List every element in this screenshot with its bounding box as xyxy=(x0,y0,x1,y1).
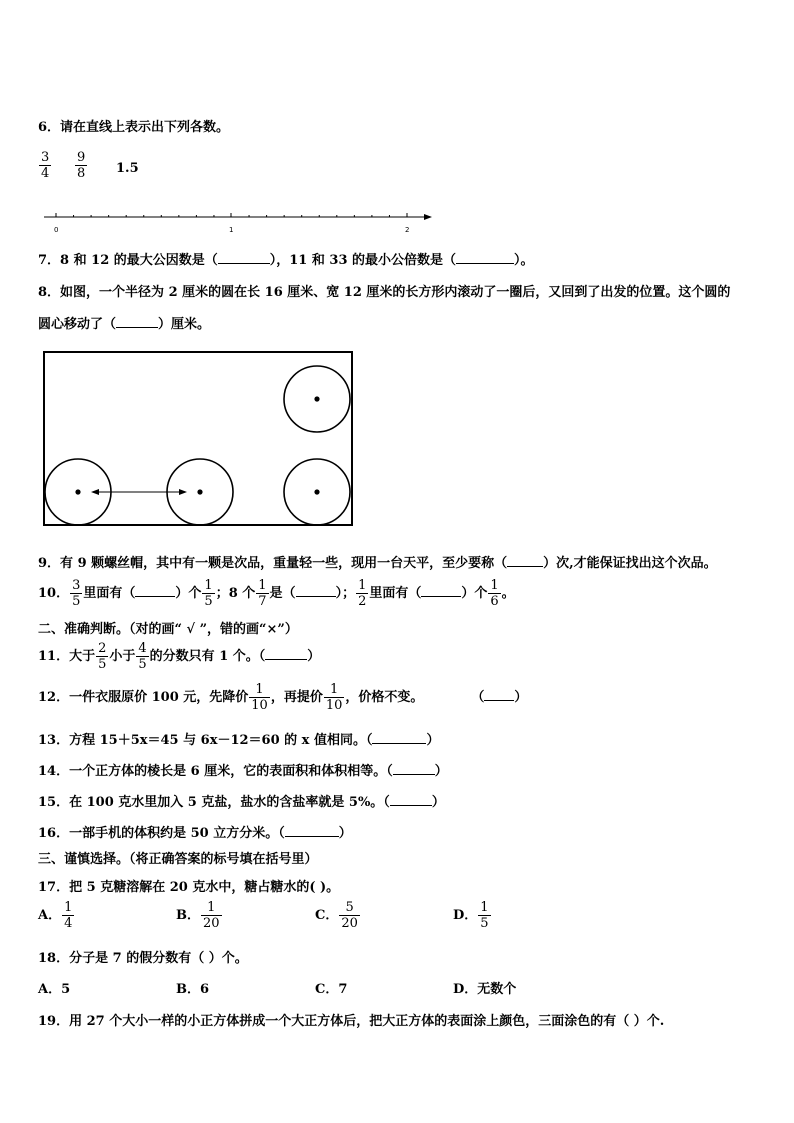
q10-blank-1[interactable] xyxy=(135,585,175,597)
center-dot-bottom-middle xyxy=(197,489,202,494)
q6-number-2-wrap xyxy=(74,150,88,181)
tick-label-2: 2 xyxy=(405,226,410,234)
tick-label-1: 1 xyxy=(229,226,234,234)
q14-blank[interactable] xyxy=(393,763,435,775)
q10-blank-3[interactable] xyxy=(421,585,461,597)
q6-number-2: $\frac{9}{8}$ xyxy=(77,150,86,181)
q17-option-c[interactable]: C． $\frac{5}{20}$ xyxy=(315,900,358,931)
q17-text: 17．把 5 克糖溶解在 20 克水中，糖占糖水的( )。 xyxy=(38,880,340,895)
q18-option-d[interactable]: D．无数个 xyxy=(453,982,517,997)
q15: 15．在 100 克水里加入 5 克盐，盐水的含盐率就是 5%。（ ） xyxy=(38,795,445,810)
arrow-head-right xyxy=(179,489,187,495)
q8-line2: 圆心移动了（ ）厘米。 xyxy=(38,317,211,332)
q16: 16．一部手机的体积约是 50 立方分米。（ ） xyxy=(38,826,352,841)
q18-text: 18．分子是 7 的假分数有（ ）个。 xyxy=(38,951,248,966)
q7: 7．8 和 12 的最大公因数是（ ），11 和 33 的最小公倍数是（ ）。 xyxy=(38,253,534,268)
q8-blank[interactable] xyxy=(116,316,158,328)
tick-label-0: 0 xyxy=(54,226,59,234)
q12-frac-1: $\frac{1}{10}$ xyxy=(251,682,268,713)
q10-frac-1: $\frac{3}{5}$ xyxy=(72,578,81,609)
q13-blank[interactable] xyxy=(372,732,426,744)
q11-frac-2: $\frac{4}{5}$ xyxy=(138,641,147,672)
q12-frac-2: $\frac{1}{10}$ xyxy=(325,682,343,713)
q8-figure xyxy=(42,350,356,528)
q7-blank-2[interactable] xyxy=(456,252,514,264)
q19-text: 19．用 27 个大小一样的小正方体拼成一个大正方体后，把大正方体的表面涂上颜色，三面涂色的有（ ）个. xyxy=(38,1014,665,1029)
number-line-arrow xyxy=(424,214,432,220)
center-dot-top-right xyxy=(314,396,319,401)
q6-number-1: $\frac{3}{4}$ xyxy=(41,150,50,181)
q10-frac-3: $\frac{1}{7}$ xyxy=(258,578,267,609)
q10-frac-4: $\frac{1}{2}$ xyxy=(358,578,367,609)
q13: 13．方程 15＋5x＝45 与 6x－12＝60 的 x 值相同。（ ） xyxy=(38,733,440,748)
q8-line1: 8．如图，一个半径为 2 厘米的圆在长 16 厘米、宽 12 厘米的长方形内滚动了一圈后，又回到了出发的位置。这个圆的 xyxy=(38,285,731,300)
q10-frac-5: $\frac{1}{6}$ xyxy=(490,578,499,609)
q11-blank[interactable] xyxy=(265,648,307,660)
q10-blank-2[interactable] xyxy=(296,585,336,597)
center-dot-bottom-left xyxy=(75,489,80,494)
q9-blank[interactable] xyxy=(507,555,543,567)
q11: 11．大于 $\frac{2}{5}$ 小于 $\frac{4}{5}$ 的分数只有 1 个。（ ） xyxy=(38,641,321,672)
q10-frac-2: $\frac{1}{5}$ xyxy=(204,578,213,609)
q17-option-d[interactable]: D． $\frac{1}{5}$ xyxy=(453,900,489,931)
q11-frac-1: $\frac{2}{5}$ xyxy=(98,641,107,672)
arrow-head-left xyxy=(91,489,99,495)
q17-option-b[interactable]: B． $\frac{1}{20}$ xyxy=(176,900,220,931)
rectangle xyxy=(44,352,352,525)
q18-option-a[interactable]: A．5 xyxy=(38,982,71,997)
q18-option-c[interactable]: C．7 xyxy=(315,982,348,997)
q15-blank[interactable] xyxy=(390,794,432,806)
q12: 12．一件衣服原价 100 元，先降价 $\frac{1}{10}$ ，再提价 $\frac{1}{10}$ ，价格不变。 （ ） xyxy=(38,682,528,713)
q6-text: 6．请在直线上表示出下列各数。 xyxy=(38,120,230,135)
q10: 10． $\frac{3}{5}$ 里面有（ ）个 $\frac{1}{5}$ ；8 个 $\frac{1}{7}$ 是（ ）； $\frac{1}{2}$ 里面有（ ）个 $\frac{1}{6}$ 。 xyxy=(38,578,515,609)
section-3-heading: 三、谨慎选择。（将正确答案的标号填在括号里） xyxy=(38,852,318,867)
q6-numbers xyxy=(38,150,52,181)
number-line xyxy=(40,205,440,237)
center-dot-bottom-right xyxy=(314,489,319,494)
q16-blank[interactable] xyxy=(285,825,339,837)
q7-blank-1[interactable] xyxy=(218,252,270,264)
q17-option-a[interactable]: A． $\frac{1}{4}$ xyxy=(38,900,73,931)
q14: 14．一个正方体的棱长是 6 厘米，它的表面积和体积相等。（ ） xyxy=(38,764,448,779)
q9: 9．有 9 颗螺丝帽，其中有一颗是次品，重量轻一些，现用一台天平，至少要称（ ）次,才能保证找出这个次品。 xyxy=(38,556,717,571)
q12-blank[interactable] xyxy=(484,689,514,701)
section-2-heading: 二、准确判断。（对的画“ √ ”，错的画“×”） xyxy=(38,622,298,637)
q18-option-b[interactable]: B．6 xyxy=(176,982,210,997)
q6-number-3: 1.5 xyxy=(116,161,139,176)
